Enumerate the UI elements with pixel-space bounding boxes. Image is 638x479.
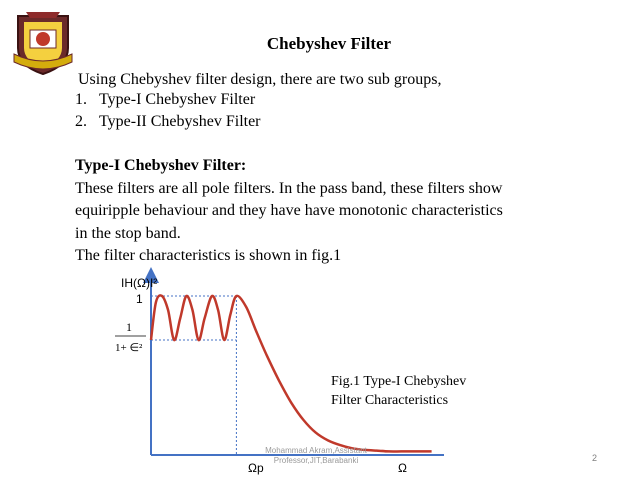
section-line: The filter characteristics is shown in fig.1 [75,247,342,264]
slide-title: Chebyshev Filter [266,34,392,53]
y-tick-label-denominator: 1+ ∈² [115,342,143,354]
section-line: equiripple behaviour and they have have monotonic characteristics [75,202,503,219]
list-text: Type-I Chebyshev Filter [99,91,256,108]
section-line: in the stop band. [75,224,181,242]
x-tick-label-passband: Ωp [248,461,264,475]
page-number: 2 [592,453,598,463]
list-number: 1. [75,91,87,108]
section-heading: Type-I Chebyshev Filter: [75,157,247,174]
footer-author [252,446,380,466]
y-axis-label: IH(Ω)I² [121,276,158,290]
footer-line: Professor,JIT,Barabanki [273,456,359,465]
list-text: Type-II Chebyshev Filter [99,113,261,130]
caption-line: Filter Characteristics [331,393,449,408]
section-line: These filters are all pole filters. In the pass band, these filters show [75,179,503,197]
y-tick-label-numerator: 1 [126,320,132,334]
figure-caption [331,372,466,410]
caption-line: Fig.1 Type-I Chebyshev [331,374,467,389]
intro-text: Using Chebyshev filter design, there are two sub groups, [78,71,442,88]
list-number: 2. [75,113,87,130]
x-axis-label: Ω [398,461,407,475]
footer-line: Mohammad Akram,Assistant [265,446,367,455]
y-tick-label-top: 1 [136,292,143,306]
